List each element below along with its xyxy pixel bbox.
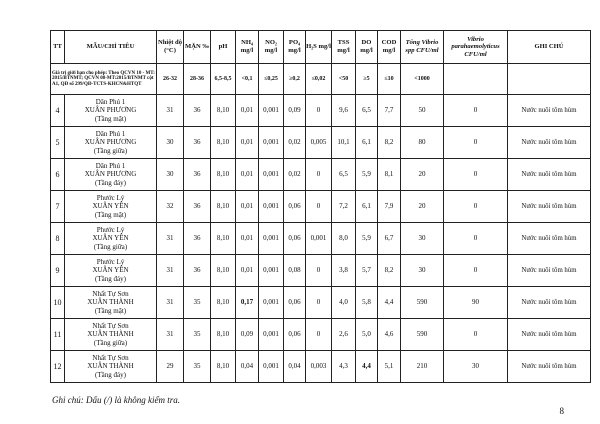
cell-po4: 0,06 xyxy=(284,191,306,223)
limit-salinity: 28-36 xyxy=(184,64,211,95)
header-vibrio-total: Tổng Vibrio spp CFU/ml xyxy=(401,31,444,64)
cell-note: Nước nuôi tôm hùm xyxy=(508,255,591,287)
location-commune: XUÂN YÊN xyxy=(92,202,129,211)
cell-stt: 7 xyxy=(51,191,65,223)
cell-h2s: 0 xyxy=(306,95,332,127)
cell-vibrio-parahaemolyticus: 90 xyxy=(444,287,508,319)
location-commune: XUÂN YÊN xyxy=(92,266,129,275)
cell-cod: 7,9 xyxy=(378,191,401,223)
cell-cod: 4,4 xyxy=(378,287,401,319)
cell-h2s: 0 xyxy=(306,287,332,319)
cell-ph: 8,10 xyxy=(211,223,236,255)
cell-ph: 8,10 xyxy=(211,127,236,159)
cell-tss: 4,0 xyxy=(332,287,356,319)
cell-do: 6,1 xyxy=(356,191,378,223)
cell-temperature: 31 xyxy=(157,319,184,351)
location-layer: (Tầng đáy) xyxy=(95,370,126,379)
cell-h2s: 0 xyxy=(306,255,332,287)
cell-ph: 8,10 xyxy=(211,287,236,319)
cell-h2s: 0,003 xyxy=(306,351,332,383)
cell-location xyxy=(65,127,157,159)
cell-stt: 12 xyxy=(51,351,65,383)
cell-po4: 0,04 xyxy=(284,351,306,383)
cell-vibrio-total: 210 xyxy=(401,351,444,383)
cell-no2: 0,001 xyxy=(259,127,284,159)
limit-cod: ≤10 xyxy=(378,64,401,95)
header-po4: PO₄ mg/l xyxy=(284,31,306,64)
cell-location xyxy=(65,159,157,191)
header-ph: pH xyxy=(211,31,236,64)
cell-vibrio-parahaemolyticus: 0 xyxy=(444,255,508,287)
cell-stt: 4 xyxy=(51,95,65,127)
cell-ph: 8,10 xyxy=(211,351,236,383)
location-commune: XUÂN YÊN xyxy=(92,234,129,243)
cell-tss: 8,0 xyxy=(332,223,356,255)
limit-label: Giá trị giới hạn cho phép: Theo QCVN 10 - MT: 2015/BTNMT; QCVN 08-MT:2015/BTNMT cột A1, QĐ số 299/QĐ-TCTS-KHCN&HTQT xyxy=(51,64,157,95)
cell-temperature: 31 xyxy=(157,223,184,255)
cell-vibrio-total: 590 xyxy=(401,287,444,319)
cell-do: 5,7 xyxy=(356,255,378,287)
location-commune: XUÂN PHƯƠNG xyxy=(84,170,137,179)
cell-location xyxy=(65,191,157,223)
cell-temperature: 30 xyxy=(157,159,184,191)
cell-salinity: 36 xyxy=(184,255,211,287)
cell-salinity: 35 xyxy=(184,319,211,351)
cell-no2: 0,001 xyxy=(259,191,284,223)
cell-no2: 0,001 xyxy=(259,319,284,351)
header-do: DO mg/l xyxy=(356,31,378,64)
cell-stt: 5 xyxy=(51,127,65,159)
table-row xyxy=(51,191,591,223)
cell-note: Nước nuôi tôm hùm xyxy=(508,319,591,351)
limit-do: ≥5 xyxy=(356,64,378,95)
cell-cod: 8,1 xyxy=(378,159,401,191)
cell-nh4: 0,09 xyxy=(236,319,259,351)
cell-location xyxy=(65,255,157,287)
limit-tss: <50 xyxy=(332,64,356,95)
cell-no2: 0,001 xyxy=(259,255,284,287)
cell-do: 5,9 xyxy=(356,223,378,255)
table-row xyxy=(51,95,591,127)
cell-h2s: 0,005 xyxy=(306,127,332,159)
cell-do: 5,8 xyxy=(356,287,378,319)
cell-nh4: 0,01 xyxy=(236,191,259,223)
location-area: Phước Lý xyxy=(96,258,125,267)
cell-vibrio-total: 590 xyxy=(401,319,444,351)
cell-no2: 0,001 xyxy=(259,159,284,191)
cell-salinity: 36 xyxy=(184,191,211,223)
cell-vibrio-total: 50 xyxy=(401,95,444,127)
location-layer: (Tầng đáy) xyxy=(95,178,126,187)
limit-ph: 6,5-8,5 xyxy=(211,64,236,95)
cell-note: Nước nuôi tôm hùm xyxy=(508,223,591,255)
cell-tss: 2,6 xyxy=(332,319,356,351)
cell-vibrio-parahaemolyticus: 0 xyxy=(444,127,508,159)
cell-ph: 8,10 xyxy=(211,255,236,287)
cell-vibrio-total: 30 xyxy=(401,255,444,287)
location-layer: (Tầng giữa) xyxy=(93,146,128,155)
cell-no2: 0,001 xyxy=(259,95,284,127)
cell-tss: 4,3 xyxy=(332,351,356,383)
location-area: Nhất Tự Sơn xyxy=(92,290,129,299)
limit-po4: ≥0,2 xyxy=(284,64,306,95)
cell-temperature: 31 xyxy=(157,287,184,319)
limit-vibrio-total: <1000 xyxy=(401,64,444,95)
location-layer: (Tầng đáy) xyxy=(95,274,126,283)
cell-location xyxy=(65,351,157,383)
footnote: Ghi chú: Dấu (/) là không kiểm tra. xyxy=(52,395,180,405)
cell-salinity: 36 xyxy=(184,95,211,127)
cell-tss: 3,8 xyxy=(332,255,356,287)
header-tss: TSS mg/l xyxy=(332,31,356,64)
header-stt: TT xyxy=(51,31,65,64)
cell-temperature: 31 xyxy=(157,95,184,127)
limit-vibrio-parahaemolyticus xyxy=(444,64,508,95)
table-row xyxy=(51,159,591,191)
cell-ph: 8,10 xyxy=(211,95,236,127)
limit-note xyxy=(508,64,591,95)
location-area: Dân Phú 1 xyxy=(95,162,126,171)
cell-do: 6,1 xyxy=(356,127,378,159)
cell-cod: 7,7 xyxy=(378,95,401,127)
location-layer: (Tầng mặt) xyxy=(94,306,127,315)
cell-h2s: 0 xyxy=(306,159,332,191)
cell-vibrio-parahaemolyticus: 0 xyxy=(444,159,508,191)
cell-ph: 8,10 xyxy=(211,319,236,351)
cell-ph: 8,10 xyxy=(211,159,236,191)
location-layer: (Tầng mặt) xyxy=(94,210,127,219)
cell-tss: 7,2 xyxy=(332,191,356,223)
cell-location xyxy=(65,95,157,127)
cell-tss: 6,5 xyxy=(332,159,356,191)
cell-nh4: 0,01 xyxy=(236,159,259,191)
cell-po4: 0,06 xyxy=(284,223,306,255)
location-commune: XUÂN PHƯƠNG xyxy=(84,138,137,147)
cell-stt: 8 xyxy=(51,223,65,255)
cell-temperature: 32 xyxy=(157,191,184,223)
cell-po4: 0,08 xyxy=(284,255,306,287)
cell-nh4: 0,01 xyxy=(236,223,259,255)
cell-vibrio-total: 20 xyxy=(401,191,444,223)
cell-h2s: 0 xyxy=(306,319,332,351)
cell-po4: 0,02 xyxy=(284,159,306,191)
header-cod: COD mg/l xyxy=(378,31,401,64)
location-area: Nhất Tự Sơn xyxy=(92,354,129,363)
cell-vibrio-parahaemolyticus: 0 xyxy=(444,95,508,127)
header-criteria: MẪU/CHỈ TIÊU xyxy=(65,31,157,64)
table-row xyxy=(51,223,591,255)
cell-stt: 11 xyxy=(51,319,65,351)
cell-tss: 10,1 xyxy=(332,127,356,159)
location-area: Phước Lý xyxy=(96,194,125,203)
limit-row xyxy=(51,64,591,95)
header-salinity: MẶN ‰ xyxy=(184,31,211,64)
cell-salinity: 36 xyxy=(184,223,211,255)
cell-no2: 0,001 xyxy=(259,287,284,319)
cell-temperature: 29 xyxy=(157,351,184,383)
cell-note: Nước nuôi tôm hùm xyxy=(508,351,591,383)
table-row xyxy=(51,127,591,159)
page-number: 8 xyxy=(559,406,564,416)
cell-location xyxy=(65,319,157,351)
location-layer: (Tầng giữa) xyxy=(93,242,128,251)
cell-location xyxy=(65,287,157,319)
limit-no2: ≤0,25 xyxy=(259,64,284,95)
cell-vibrio-parahaemolyticus: 0 xyxy=(444,191,508,223)
location-commune: XUÂN THÀNH xyxy=(87,362,134,371)
cell-note: Nước nuôi tôm hùm xyxy=(508,127,591,159)
cell-po4: 0,06 xyxy=(284,287,306,319)
cell-vibrio-total: 20 xyxy=(401,159,444,191)
location-commune: XUÂN THÀNH xyxy=(87,330,134,339)
cell-vibrio-total: 30 xyxy=(401,223,444,255)
cell-stt: 6 xyxy=(51,159,65,191)
location-area: Dân Phú 1 xyxy=(95,130,126,139)
cell-vibrio-parahaemolyticus: 0 xyxy=(444,223,508,255)
cell-location xyxy=(65,223,157,255)
limit-nh4: <0,1 xyxy=(236,64,259,95)
cell-cod: 8,2 xyxy=(378,127,401,159)
cell-vibrio-parahaemolyticus: 30 xyxy=(444,351,508,383)
location-area: Dân Phú 1 xyxy=(95,98,126,107)
cell-do: 5,0 xyxy=(356,319,378,351)
cell-salinity: 35 xyxy=(184,287,211,319)
header-no2: NO₂ mg/l xyxy=(259,31,284,64)
cell-salinity: 35 xyxy=(184,351,211,383)
limit-h2s: ≤0,02 xyxy=(306,64,332,95)
cell-note: Nước nuôi tôm hùm xyxy=(508,191,591,223)
cell-note: Nước nuôi tôm hùm xyxy=(508,159,591,191)
location-area: Nhất Tự Sơn xyxy=(92,322,129,331)
cell-cod: 5,1 xyxy=(378,351,401,383)
location-commune: XUÂN PHƯƠNG xyxy=(84,106,137,115)
cell-temperature: 30 xyxy=(157,127,184,159)
cell-do: 5,9 xyxy=(356,159,378,191)
cell-po4: 0,06 xyxy=(284,319,306,351)
table-row xyxy=(51,351,591,383)
cell-salinity: 36 xyxy=(184,159,211,191)
cell-vibrio-total: 80 xyxy=(401,127,444,159)
location-area: Phước Lý xyxy=(96,226,125,235)
cell-cod: 4,6 xyxy=(378,319,401,351)
cell-note: Nước nuôi tôm hùm xyxy=(508,287,591,319)
cell-po4: 0,09 xyxy=(284,95,306,127)
limit-temperature: 26-32 xyxy=(157,64,184,95)
water-quality-table xyxy=(50,30,591,383)
cell-ph: 8,10 xyxy=(211,191,236,223)
cell-tss: 9,6 xyxy=(332,95,356,127)
cell-nh4: 0,01 xyxy=(236,127,259,159)
cell-po4: 0,02 xyxy=(284,127,306,159)
header-vibrio-parahaemolyticus: Vibrio parahaemolyticus CFU/ml xyxy=(444,31,508,64)
cell-no2: 0,001 xyxy=(259,351,284,383)
cell-do: 4,4 xyxy=(356,351,378,383)
table-row xyxy=(51,287,591,319)
cell-nh4: 0,01 xyxy=(236,255,259,287)
location-commune: XUÂN THÀNH xyxy=(87,298,134,307)
cell-do: 6,5 xyxy=(356,95,378,127)
cell-cod: 6,7 xyxy=(378,223,401,255)
header-note: GHI CHÚ xyxy=(508,31,591,64)
header-nh4: NH₄ mg/l xyxy=(236,31,259,64)
header-h2s: H₂S mg/l xyxy=(306,31,332,64)
cell-nh4: 0,04 xyxy=(236,351,259,383)
cell-no2: 0,001 xyxy=(259,223,284,255)
cell-h2s: 0 xyxy=(306,191,332,223)
table-row xyxy=(51,319,591,351)
cell-note: Nước nuôi tôm hùm xyxy=(508,95,591,127)
cell-vibrio-parahaemolyticus: 0 xyxy=(444,319,508,351)
location-layer: (Tầng mặt) xyxy=(94,114,127,123)
cell-nh4: 0,01 xyxy=(236,95,259,127)
cell-stt: 9 xyxy=(51,255,65,287)
cell-nh4: 0,17 xyxy=(236,287,259,319)
cell-h2s: 0,001 xyxy=(306,223,332,255)
cell-stt: 10 xyxy=(51,287,65,319)
header-temperature: Nhiệt độ (°C) xyxy=(157,31,184,64)
cell-temperature: 31 xyxy=(157,255,184,287)
location-layer: (Tầng giữa) xyxy=(93,338,128,347)
table-row xyxy=(51,255,591,287)
cell-salinity: 36 xyxy=(184,127,211,159)
cell-cod: 8,2 xyxy=(378,255,401,287)
header-row xyxy=(51,31,591,64)
